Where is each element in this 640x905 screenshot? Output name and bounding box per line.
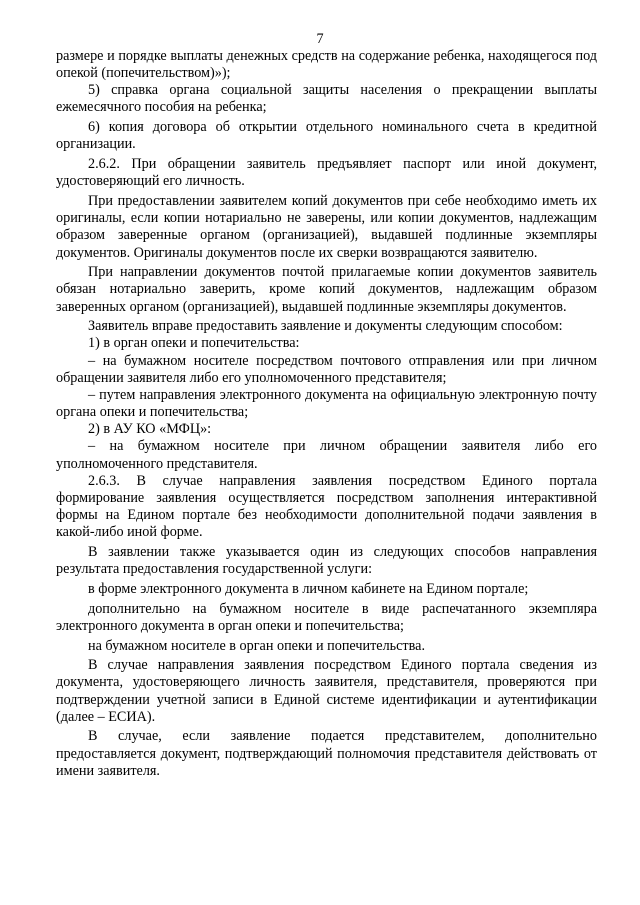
paragraph: 5) справка органа социальной защиты населения о прекращении выплаты ежемесячного пособия на ребенка; xyxy=(56,82,597,116)
paragraph: При направлении документов почтой прилагаемые копии документов заявитель обязан нотариально заверить, кроме копий документов, надлежащим образом заверенных органом (организацией), выдавшей подлинные экземпляры документов. xyxy=(56,264,597,315)
paragraph: В случае направления заявления посредством Единого портала сведения из документа, удостоверяющего личность заявителя, представителя, проверяются при подтверждении учетной записи в Единой системе идентификации и аутентификации (далее – ЕСИА). xyxy=(56,657,597,725)
paragraph: При предоставлении заявителем копий документов при себе необходимо иметь их оригиналы, если копии нотариально не заверены, или копии документов, надлежащим образом заверенные органом (организацией), выдавшей подлинные экземпляры документов. Оригиналы документов после их сверки возвращаются заявителю. xyxy=(56,193,597,261)
paragraph: на бумажном носителе в орган опеки и попечительства. xyxy=(88,637,425,654)
paragraph: В заявлении также указывается один из следующих способов направления результата предоставления государственной услуги: xyxy=(56,543,597,578)
paragraph: размере и порядке выплаты денежных средств на содержание ребенка, находящегося под опекой (попечительством)»); xyxy=(56,48,597,82)
paragraph: дополнительно на бумажном носителе в виде распечатанного экземпляра электронного документа в орган опеки и попечительства; xyxy=(56,600,597,634)
paragraph: 2.6.2. При обращении заявитель предъявляет паспорт или иной документ, удостоверяющий его личность. xyxy=(56,156,597,190)
list-item: 2) в АУ КО «МФЦ»: xyxy=(88,421,212,438)
document-body xyxy=(56,48,597,780)
page-number: 7 xyxy=(316,31,324,47)
paragraph: 2.6.3. В случае направления заявления посредством Единого портала формирование заявления осуществляется посредством заполнения интерактивной формы на Едином портале без необходимости дополнительной подачи заявления в какой-либо иной форме. xyxy=(56,472,597,541)
list-item: – на бумажном носителе посредством почтового отправления или при личном обращении заявителя либо его уполномоченного представителя; xyxy=(56,352,597,386)
list-item: – путем направления электронного документа на официальную электронную почту органа опеки и попечительства; xyxy=(56,386,597,421)
paragraph: в форме электронного документа в личном кабинете на Едином портале; xyxy=(88,580,529,597)
paragraph: 6) копия договора об открытии отдельного номинального счета в кредитной организации. xyxy=(56,119,597,153)
paragraph: Заявитель вправе предоставить заявление и документы следующим способом: xyxy=(88,318,563,335)
paragraph: В случае, если заявление подается представителем, дополнительно предоставляется документ, подтверждающий полномочия представителя действовать от имени заявителя. xyxy=(56,728,597,779)
list-item: 1) в орган опеки и попечительства: xyxy=(88,335,300,352)
list-item: – на бумажном носителе при личном обращении заявителя либо его уполномоченного представителя. xyxy=(56,438,597,472)
